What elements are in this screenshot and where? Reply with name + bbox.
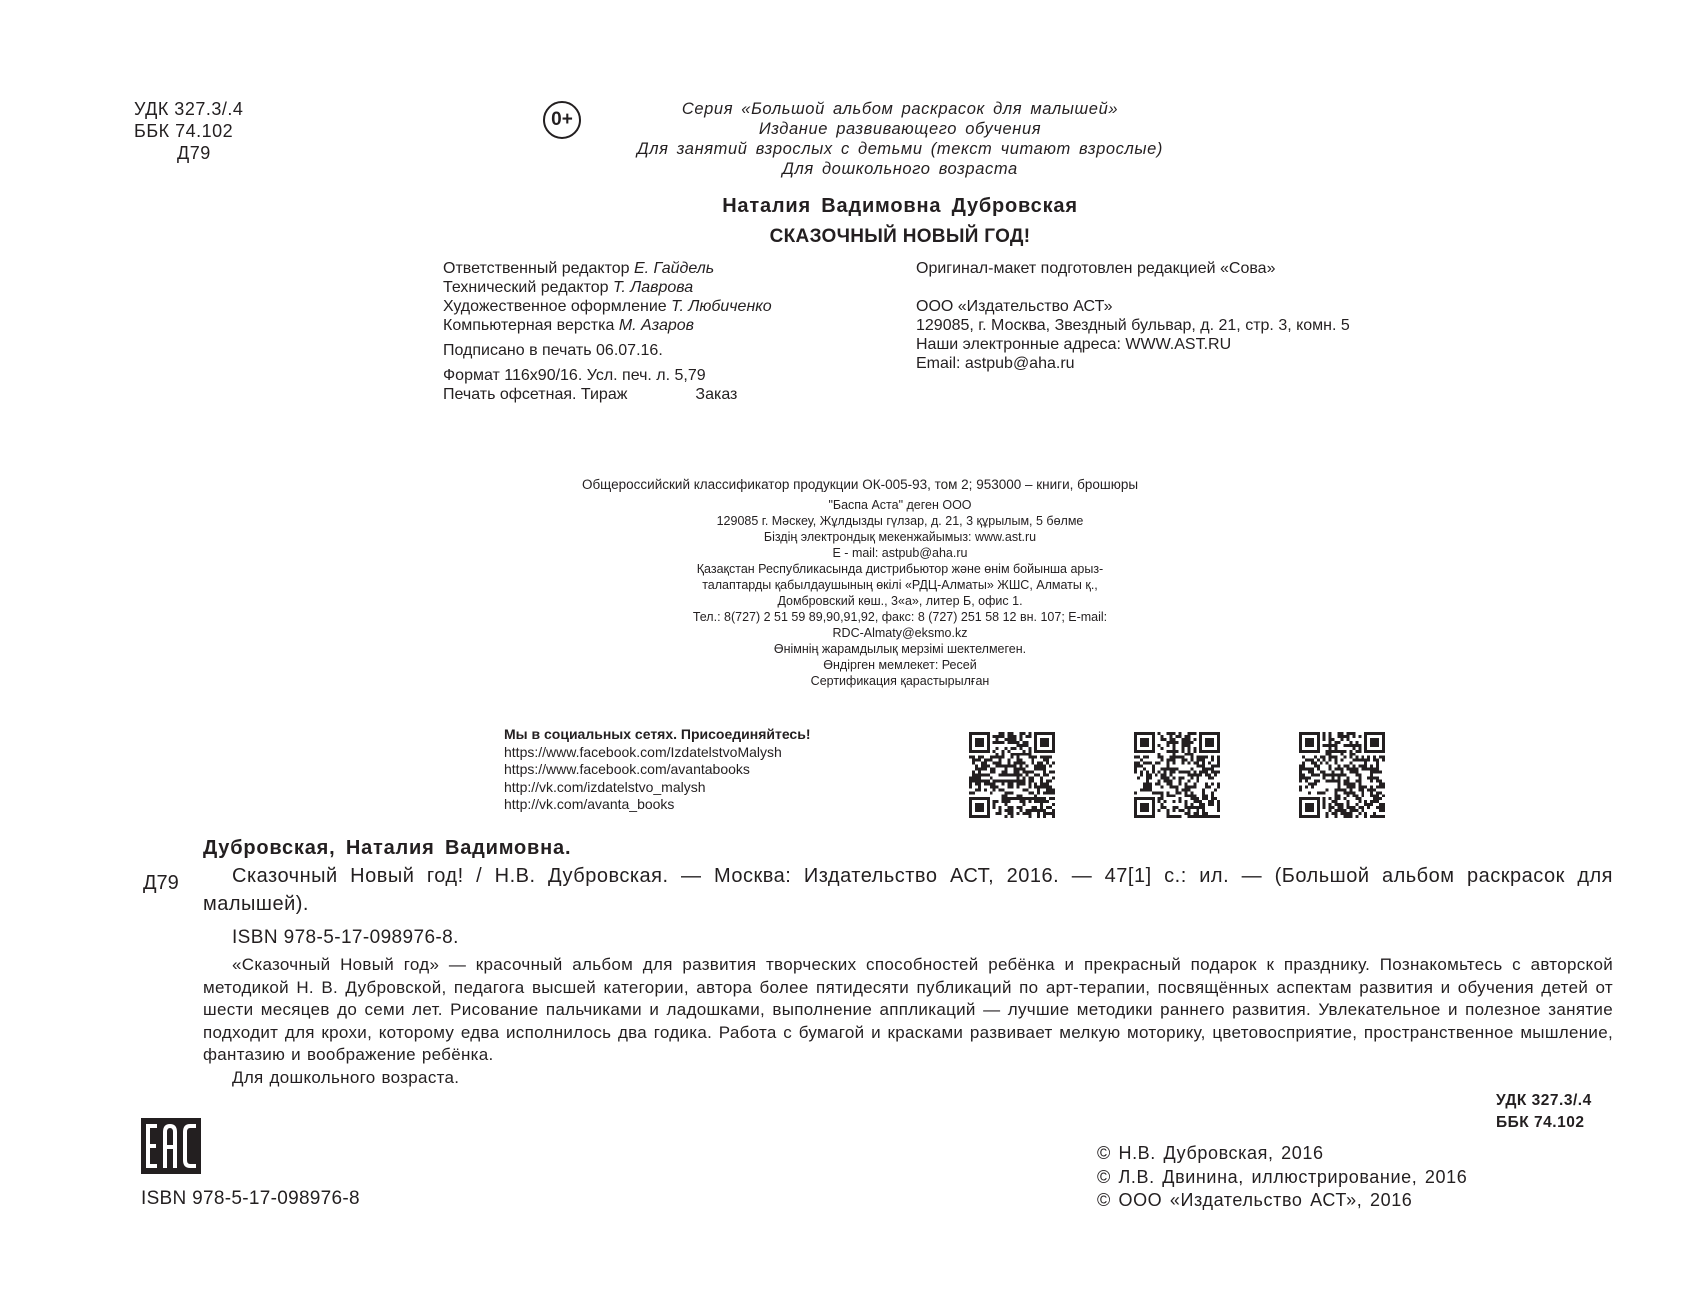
card-isbn: ISBN 978-5-17-098976-8. bbox=[232, 927, 459, 948]
author-sign-code: Д79 bbox=[177, 143, 211, 163]
publisher-name: ООО «Издательство АСТ» bbox=[916, 298, 1113, 315]
credit-line: Ответственный редактор Е. Гайдель bbox=[443, 260, 715, 277]
eac-mark-icon bbox=[41, 1018, 201, 1174]
author-name: Наталия Вадимовна Дубровская bbox=[722, 195, 1078, 217]
kz-line: Қазақстан Республикасында дистрибьютор және өнім бойынша арыз- bbox=[696, 562, 1104, 576]
series-line: Для занятий взрослых с детьми (текст читают взрослые) bbox=[636, 140, 1164, 158]
kz-line: Тел.: 8(727) 2 51 59 89,90,91,92, факс: 8 (727) 251 58 12 вн. 107; E-mail: bbox=[692, 610, 1108, 624]
publisher-email: Email: astpub@aha.ru bbox=[916, 355, 1075, 372]
credit-line: Компьютерная верстка М. Азаров bbox=[443, 317, 695, 334]
publisher-address: 129085, г. Москва, Звездный бульвар, д. 21, стр. 3, комн. 5 bbox=[916, 317, 1350, 334]
kazakh-info-block bbox=[600, 497, 1200, 689]
kz-line: Өнімнің жарамдылық мерзімі шектелмеген. bbox=[773, 642, 1027, 656]
credit-line: Художественное оформление Т. Любиченко bbox=[443, 298, 772, 315]
copyright-block bbox=[1097, 1142, 1467, 1213]
social-heading: Мы в социальных сетях. Присоединяйтесь! bbox=[504, 726, 811, 742]
kz-line: Домбровский көш., 3«а», литер Б, офис 1. bbox=[777, 594, 1023, 608]
eac-mark-label: ЕАС bbox=[41, 1018, 44, 1019]
isbn-bottom: ISBN 978-5-17-098976-8 bbox=[141, 1188, 360, 1209]
format-line: Формат 116x90/16. Усл. печ. л. 5,79 bbox=[443, 367, 706, 384]
copyright-line: © Л.В. Двинина, иллюстрирование, 2016 bbox=[1097, 1166, 1468, 1187]
annotation-age: Для дошкольного возраста. bbox=[232, 1067, 460, 1087]
bbk-code: ББК 74.102 bbox=[1496, 1113, 1585, 1131]
udk-code: УДК 327.3/.4 bbox=[134, 99, 244, 119]
social-link[interactable]: http://vk.com/izdatelstvo_malysh bbox=[504, 778, 706, 795]
qr-code-icon bbox=[1299, 732, 1385, 818]
kz-line: талаптарды қабылдаушының өкілі «РДЦ-Алматы» ЖШС, Алматы қ., bbox=[702, 578, 1098, 592]
print-line: Печать офсетная. Тираж Заказ bbox=[443, 386, 738, 403]
kz-line: RDC-Almaty@eksmo.kz bbox=[832, 626, 968, 640]
imprint-block bbox=[443, 259, 772, 404]
kz-line: "Баспа Аста" деген ООО bbox=[828, 498, 972, 512]
annotation-text: «Сказочный Новый год» — красочный альбом для развития творческих способностей ребёнка и прекрасный подарок к празднику. Познакомьтесь с авторской методикой Н. В. Дубровской, педагога высшей категории, автора более пятидесяти публикаций по арт-терапии, посвящённых аспектам развития и обучения детей от шести месяцев до семи лет. Рисование пальчиками и ладошками, выполнение аппликаций — лучшие методики раннего развития. Увлекательное и полезное занятие подходит для крохи, которому едва исполнилось два годика. Работа с бумагой и красками развивает мелкую моторику, цветовосприятие, пространственное мышление, фантазию и воображение ребёнка. bbox=[203, 955, 1613, 1064]
series-line: Для дошкольного возраста bbox=[782, 160, 1018, 178]
udk-block-bottom bbox=[1496, 1090, 1592, 1133]
series-block bbox=[620, 99, 1180, 179]
bbk-code: ББК 74.102 bbox=[134, 121, 234, 141]
card-bibliographic: Сказочный Новый год! / Н.В. Дубровская. — Москва: Издательство АСТ, 2016. — 47[1] с.: ил. — (Большой альбом раскрасок для малышей). bbox=[203, 865, 1613, 915]
copyright-line: © Н.В. Дубровская, 2016 bbox=[1097, 1143, 1324, 1163]
series-line: Серия «Большой альбом раскрасок для малышей» bbox=[681, 100, 1119, 118]
credit-line: Технический редактор Т. Лаврова bbox=[443, 279, 694, 296]
kz-line: Біздің электрондық мекенжайымыз: www.ast.ru bbox=[763, 530, 1037, 544]
social-link[interactable]: https://www.facebook.com/IzdatelstvoMalysh bbox=[504, 743, 782, 760]
card-code: Д79 bbox=[143, 872, 179, 894]
card-annotation bbox=[203, 954, 1613, 1089]
prepared-by: Оригинал-макет подготовлен редакцией «Сова» bbox=[916, 260, 1276, 277]
kz-line: E - mail: astpub@aha.ru bbox=[832, 546, 968, 560]
kz-line: 129085 г. Мәскеу, Жұлдызды гүлзар, д. 21, 3 құрылым, 5 бөлме bbox=[716, 514, 1084, 528]
qr-code-icon bbox=[969, 732, 1055, 818]
publisher-web: Наши электронные адреса: WWW.AST.RU bbox=[916, 336, 1232, 353]
product-classifier: Общероссийский классификатор продукции ОК-005-93, том 2; 953000 – книги, брошюры bbox=[581, 477, 1139, 492]
age-rating-badge bbox=[543, 101, 581, 139]
kz-line: Өндірген мемлекет: Ресей bbox=[823, 658, 977, 672]
udk-code: УДК 327.3/.4 bbox=[1496, 1092, 1592, 1109]
signed-date: Подписано в печать 06.07.16. bbox=[443, 342, 663, 359]
card-author: Дубровская, Наталия Вадимовна. bbox=[203, 837, 572, 859]
series-line: Издание развивающего обучения bbox=[758, 120, 1042, 138]
book-title: СКАЗОЧНЫЙ НОВЫЙ ГОД! bbox=[769, 226, 1031, 247]
social-link[interactable]: http://vk.com/avanta_books bbox=[504, 796, 675, 812]
publisher-block bbox=[916, 259, 1350, 373]
social-links-block bbox=[504, 726, 811, 814]
udk-block-top bbox=[134, 98, 243, 164]
qr-code-icon bbox=[1134, 732, 1220, 818]
kz-line: Сертификация қарастырылған bbox=[810, 674, 990, 688]
age-rating-label: 0+ bbox=[551, 109, 573, 130]
copyright-line: © ООО «Издательство АСТ», 2016 bbox=[1097, 1190, 1413, 1210]
social-link[interactable]: https://www.facebook.com/avantabooks bbox=[504, 761, 750, 777]
